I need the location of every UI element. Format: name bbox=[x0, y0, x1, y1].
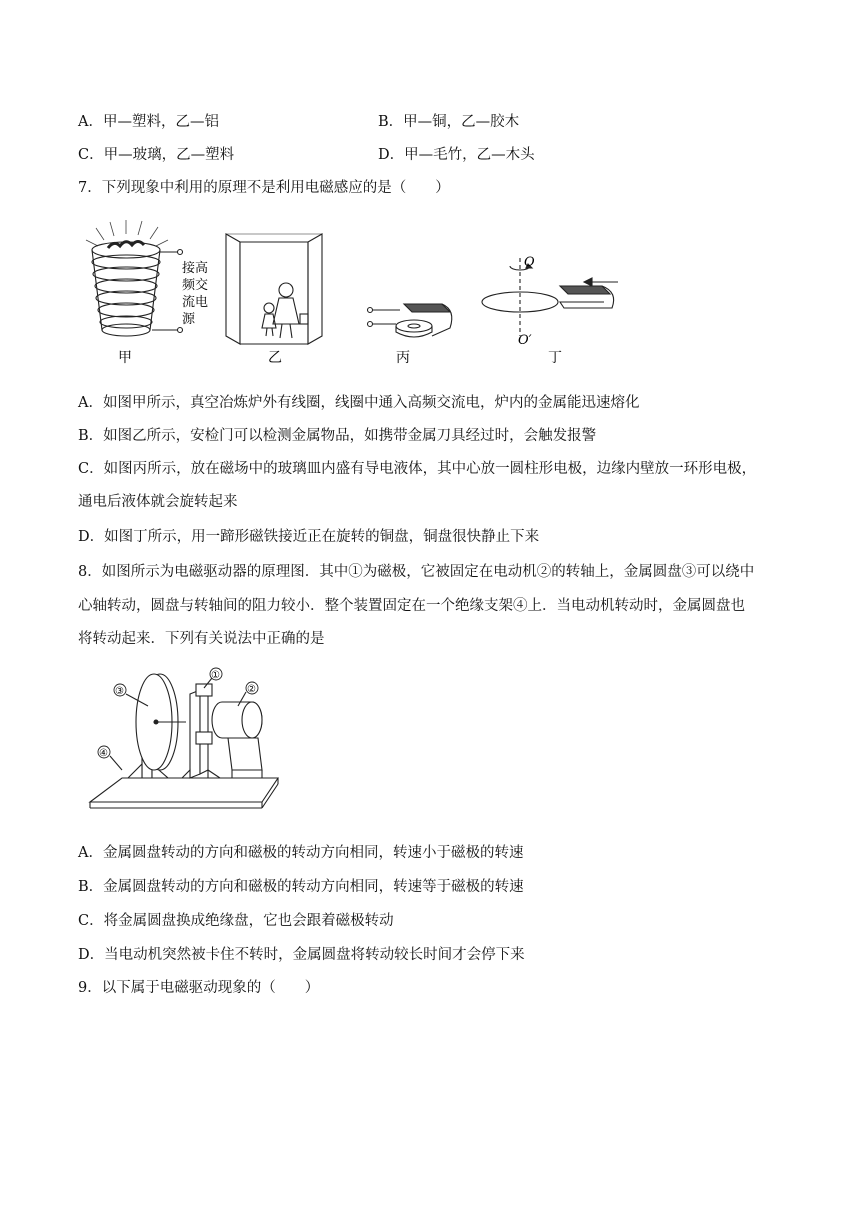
figure-label-ding: 丁 bbox=[548, 350, 562, 366]
mark-4: ④ bbox=[99, 748, 108, 759]
mark-3: ③ bbox=[115, 686, 124, 697]
q8-option-c: C．将金属圆盘换成绝缘盘，它也会跟着磁极转动 bbox=[78, 913, 394, 929]
q6-option-b: B．甲—铜，乙—胶木 bbox=[378, 114, 520, 130]
side-label-line-1: 接高 bbox=[182, 261, 209, 276]
mark-1: ① bbox=[211, 670, 220, 681]
q8-option-b: B．金属圆盘转动的方向和磁极的转动方向相同，转速等于磁极的转速 bbox=[78, 879, 524, 895]
figure-label-jia: 甲 bbox=[118, 350, 132, 366]
q8-stem-line-2: 心轴转动，圆盘与转轴间的阻力较小．整个装置固定在一个绝缘支架④上．当电动机转动时，金属圆盘也 bbox=[78, 598, 745, 614]
furnace-diagram bbox=[86, 220, 183, 336]
figure-label-yi: 乙 bbox=[268, 350, 282, 366]
q7-option-a: A．如图甲所示，真空冶炼炉外有线圈，线圈中通入高频交流电，炉内的金属能迅速熔化 bbox=[78, 395, 640, 411]
q8-stem-line-1: 8．如图所示为电磁驱动器的原理图．其中①为磁极，它被固定在电动机②的转轴上，金属圆盘③可以绕中 bbox=[78, 564, 755, 580]
q8-option-a: A．金属圆盘转动的方向和磁极的转动方向相同，转速小于磁极的转速 bbox=[78, 845, 524, 861]
q8-option-d: D．当电动机突然被卡住不转时，金属圆盘将转动较长时间才会停下来 bbox=[78, 947, 525, 963]
q6-option-a: A．甲—塑料，乙—铝 bbox=[78, 114, 219, 130]
side-label-line-2: 频交 bbox=[182, 278, 209, 293]
mark-2: ② bbox=[247, 684, 256, 695]
q7-figure bbox=[78, 218, 638, 370]
q7-stem: 7．下列现象中利用的原理不是利用电磁感应的是（ ） bbox=[78, 180, 450, 196]
q7-option-b: B．如图乙所示，安检门可以检测金属物品，如携带金属刀具经过时，会触发报警 bbox=[78, 428, 597, 444]
glass-dish-diagram bbox=[368, 304, 452, 337]
axis-label-top: O bbox=[524, 255, 535, 270]
q6-option-c: C．甲—玻璃，乙—塑料 bbox=[78, 147, 235, 163]
q7-option-c-line-1: C．如图丙所示，放在磁场中的玻璃皿内盛有导电液体，其中心放一圆柱形电极，边缘内壁放一环形电极， bbox=[78, 461, 757, 477]
security-gate-diagram bbox=[226, 234, 322, 344]
figure-label-bing: 丙 bbox=[396, 350, 410, 366]
q7-option-c-line-2: 通电后液体就会旋转起来 bbox=[78, 494, 238, 510]
q8-stem-line-3: 将转动起来．下列有关说法中正确的是 bbox=[78, 631, 325, 647]
side-label-line-3: 流电 bbox=[182, 295, 209, 310]
copper-disk-diagram bbox=[482, 258, 618, 336]
q9-stem: 9．以下属于电磁驱动现象的（ ） bbox=[78, 980, 320, 996]
q8-figure bbox=[82, 666, 290, 822]
q7-option-d: D．如图丁所示，用一蹄形磁铁接近正在旋转的铜盘，铜盘很快静止下来 bbox=[78, 529, 540, 545]
q6-option-d: D．甲—毛竹，乙—木头 bbox=[378, 147, 535, 163]
side-label-line-4: 源 bbox=[182, 312, 196, 327]
axis-label-bottom: O′ bbox=[518, 333, 532, 348]
